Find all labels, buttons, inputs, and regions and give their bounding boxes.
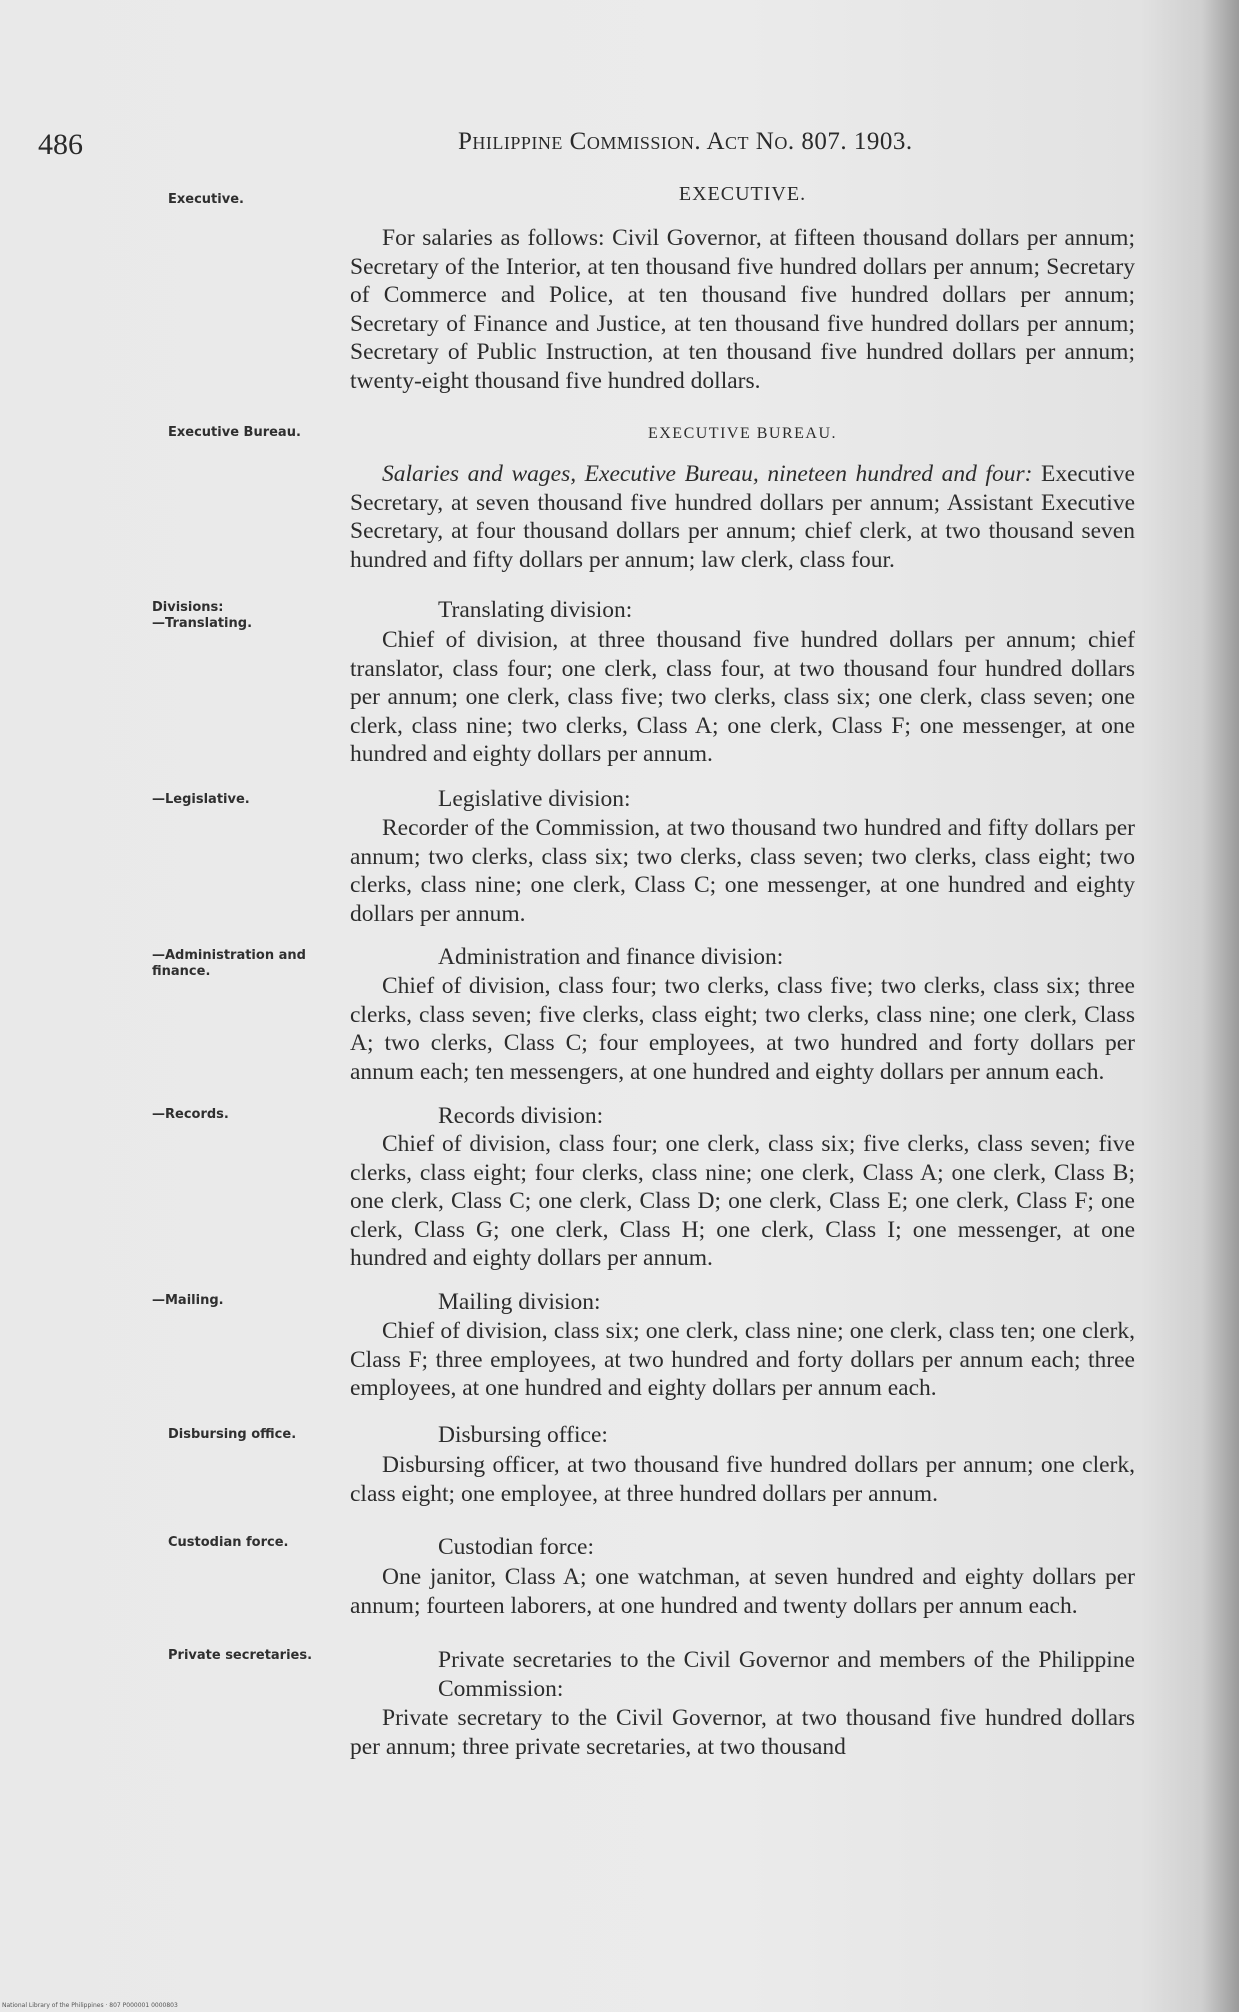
margin-note-private-secretaries: Private secretaries. bbox=[168, 1648, 313, 1663]
source-stamp: National Library of the Philippines · 807 P000001 0000803 bbox=[2, 2002, 178, 2009]
paragraph-executive-bureau-text: Executive Secretary, at seven thousand five hundred dollars per annum; Assistant Executive Secretary, at four thousand dollars per annum; chief clerk, at two thousand seven hundred and fifty dollars per annum; law clerk, class four. bbox=[350, 461, 1135, 573]
subheading-legislative: Legislative division: bbox=[438, 786, 631, 812]
margin-note-records: —Records. bbox=[152, 1107, 229, 1122]
subheading-administration: Administration and finance division: bbox=[438, 944, 784, 970]
paragraph-translating: Chief of division, at three thousand five hundred dollars per annum; chief translator, class four; one clerk, class four, at two thousand four hundred dollars per annum; one clerk, class five; two clerks, class six; one clerk, class seven; one clerk, class nine; two clerks, Class A; one clerk, Class F; one messenger, at one hundred and eighty dollars per annum. bbox=[350, 627, 1135, 768]
paragraph-disbursing: Disbursing officer, at two thousand five hundred dollars per annum; one clerk, class eight; one employee, at three hundred dollars per annum. bbox=[350, 1452, 1135, 1507]
subheading-mailing: Mailing division: bbox=[438, 1289, 601, 1315]
margin-note-disbursing: Disbursing office. bbox=[168, 1427, 297, 1442]
subheading-custodian: Custodian force: bbox=[438, 1534, 594, 1560]
paragraph-private-secretaries: Private secretary to the Civil Governor, at two thousand five hundred dollars per annum; three private secretaries, at two thousand bbox=[350, 1705, 1135, 1760]
paragraph-legislative: Recorder of the Commission, at two thousand two hundred and fifty dollars per annum; two clerks, class six; two clerks, class seven; two clerks, class eight; two clerks, class nine; one clerk, Class C; one messenger, at one hundred and eighty dollars per annum. bbox=[350, 815, 1135, 927]
margin-note-translating: Divisions: —Translating. bbox=[152, 600, 253, 631]
paragraph-custodian: One janitor, Class A; one watchman, at seven hundred and eighty dollars per annum; fourteen laborers, at one hundred and twenty dollars per annum each. bbox=[350, 1564, 1135, 1619]
margin-note-executive-bureau: Executive Bureau. bbox=[168, 425, 301, 440]
section-heading-executive-bureau: EXECUTIVE BUREAU. bbox=[647, 425, 838, 442]
subheading-private-secretaries-text: Private secretaries to the Civil Governor and members of the Philippine Commission: bbox=[438, 1647, 1135, 1702]
paragraph-executive-bureau bbox=[350, 460, 1135, 574]
paragraph-mailing: Chief of division, class six; one clerk, class nine; one clerk, class ten; one clerk, Class F; three employees, at two hundred and forty dollars per annum each; three employees, at one hundred and eighty dollars per annum each. bbox=[350, 1318, 1135, 1402]
italic-lead: Salaries and wages, Executive Bureau, nineteen hundred and four: bbox=[382, 461, 1033, 487]
page-number: 486 bbox=[38, 128, 83, 161]
subheading-disbursing: Disbursing office: bbox=[438, 1422, 608, 1448]
section-heading-executive: EXECUTIVE. bbox=[678, 183, 807, 205]
paragraph-executive: For salaries as follows: Civil Governor, at fifteen thousand dollars per annum; Secretary of the Interior, at ten thousand five hundred dollars per annum; Secretary of Commerce and Police, at ten thousand five hundred dollars per annum; Secretary of Finance and Justice, at ten thousand five hundred dollars per annum; Secretary of Public Instruction, at ten thousand five hundred dollars per annum; twenty-eight thousand five hundred dollars. bbox=[350, 225, 1135, 394]
subheading-private-secretaries bbox=[438, 1646, 1135, 1703]
margin-note-custodian: Custodian force. bbox=[168, 1535, 289, 1550]
margin-note-mailing: —Mailing. bbox=[152, 1293, 224, 1308]
margin-note-administration: —Administration and finance. bbox=[152, 948, 306, 979]
subheading-translating: Translating division: bbox=[438, 597, 633, 623]
margin-note-legislative: —Legislative. bbox=[152, 792, 250, 807]
margin-note-executive: Executive. bbox=[168, 192, 244, 207]
paragraph-administration: Chief of division, class four; two clerks, class five; two clerks, class six; three clerks, class seven; five clerks, class eight; two clerks, class nine; one clerk, Class A; two clerks, Class C; four employees, at two hundred and forty dollars per annum each; ten messengers, at one hundred and eighty dollars per annum each. bbox=[350, 973, 1135, 1085]
paragraph-records: Chief of division, class four; one clerk, class six; five clerks, class seven; five clerks, class eight; four clerks, class nine; one clerk, Class A; one clerk, Class B; one clerk, Class C; one clerk, Class D; one clerk, Class E; one clerk, Class F; one clerk, Class G; one clerk, Class H; one clerk, Class I; one messenger, at one hundred and eighty dollars per annum. bbox=[350, 1131, 1135, 1272]
subheading-records: Records division: bbox=[438, 1103, 604, 1129]
running-head: Philippine Commission. Act No. 807. 1903. bbox=[458, 128, 913, 155]
